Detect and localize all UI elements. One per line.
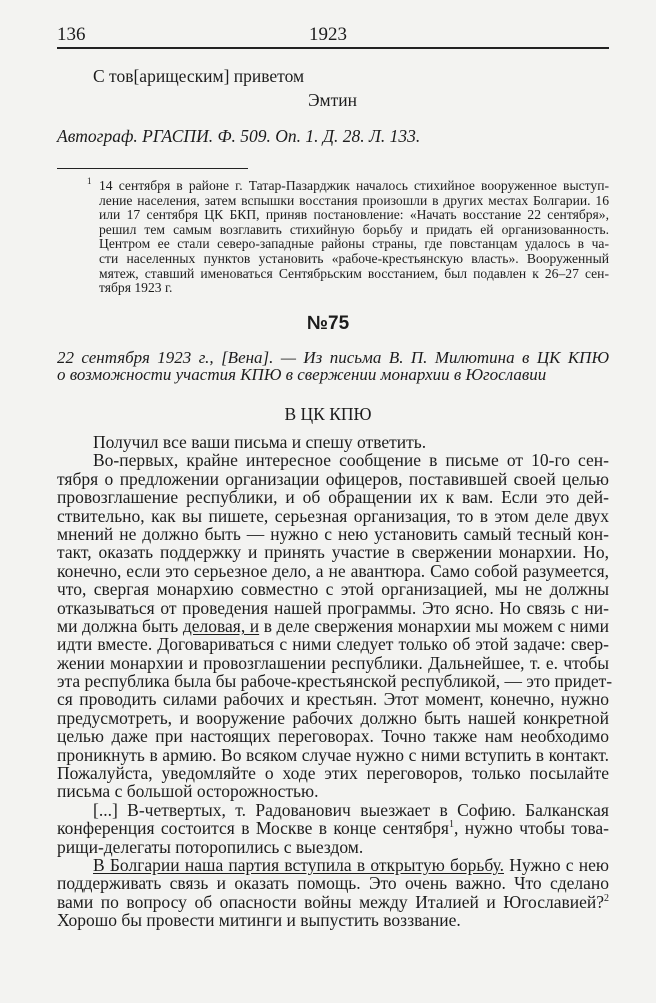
body-line: конечно, если это серьезное дело, а не авантюра. Само собой разумеется, [57,560,609,581]
footnote-line: решил тем самым возглавить стихийную борьбу и придать ей организованность. [99,221,609,237]
footnote-line: 14 сентября в районе г. Татар-Пазарджик началось стихийное вооруженное выступ- [99,178,609,193]
body-line: Во-первых, крайне интересное сообщение в письме от 10-го сен- [93,450,609,471]
footnote-line: ление населения, затем вспышки восстания произошли в других местах Болгарии. 16 [99,192,609,208]
body-line: поддерживать связь и оказать помощь. Это очень важно. Что сделано [57,873,609,894]
body-line: Получил все ваши письма и спешу ответить. [93,432,427,452]
body-line: письма с большой осторожностью. [57,781,319,802]
page-number: 136 [57,24,86,45]
body-line: тября о предложении организации офицеров, поставившей своей целью [57,468,609,489]
text: Нужно с нею [504,854,609,875]
closing: С тов[арищеским] приветом [93,66,305,86]
body-line: рищи-делегаты поторопились с выездом. [57,836,364,857]
footnote-rule [57,168,248,169]
body-line [57,893,609,911]
body-line: провозглашение республики, и об обращении их к вам. Если это дей- [57,487,609,508]
body-line: ствительно, как вы пишете, серьезная организация, то в этом деле двух [57,505,609,526]
text: , нужно чтобы това- [453,818,610,839]
document-heading [57,349,609,383]
body-line: такт, оказать поддержку и принять участие в свержении монархии. Но, [57,542,609,563]
document-number: №75 [306,313,350,334]
addressee: В ЦК КПЮ [284,404,372,424]
text: в деле свержения монархии мы можем с ними [259,615,609,636]
body-line [57,856,609,874]
footnote-ref: 2 [604,892,609,904]
text: вами по вопросу об опасности войны между Италией и Югославией? [57,891,604,912]
footnote [99,179,609,296]
underlined-text: деловая, и [182,615,260,636]
running-title: 1923 [309,24,347,45]
footnote-line: мятеж, ставший именоваться Сентябрьским восстанием, был подавлен к 26–27 сен- [99,265,609,281]
text: конференция состоится в Москве в конце сентября [57,818,449,839]
header-rule [57,47,609,49]
footnote-line: сти населенных пунктов установить «рабоче-крестьянскую власть». Вооруженный [99,250,609,266]
footnote-line: или 17 сентября ЦК БКП, приняв постановление: «Начать восстание 22 сентября», [99,207,609,223]
footnote-marker: 1 [87,176,92,186]
text: ми должна быть [57,615,183,636]
letter-body [57,432,613,931]
signature: Эмтин [308,90,358,110]
heading-line: о возможности участия КПЮ в свержении монархии в Югославии [57,365,547,384]
body-line: предусмотреть, и вооружение рабочих должно быть нашей конкретной [57,707,609,728]
source-citation: Автограф. РГАСПИ. Ф. 509. Оп. 1. Д. 28. Л. 133. [57,126,421,146]
body-line: отказываться от проведения нашей программы. Это ясно. Но связь с ни- [57,597,609,618]
body-line: что, свергая монархию совместно с этой организацией, мы не должны [57,579,609,600]
body-line: мнений не должно быть — нужно с нею установить самый тесный кон- [57,523,609,544]
body-line: жении монархии и провозглашении республики. Дальнейшее, т. е. чтобы [57,652,609,673]
underlined-text: В Болгарии наша партия вступила в открытую борьбу. [93,854,504,875]
body-line: идти вместе. Договариваться с ними следует только об этой задаче: свер- [57,634,609,655]
footnote-line: тября 1923 г. [99,280,173,296]
body-line: Пожалуйста, уведомляйте о ходе этих переговоров, только посылайте [57,763,609,784]
heading-line: 22 сентября 1923 г., [Вена]. — Из письма В. П. Милютина в ЦК КПЮ [57,348,609,367]
footnote-ref: 1 [448,819,454,831]
body-line: Хорошо бы провести митинги и выпустить воззвание. [57,910,461,931]
body-line: ся проводить силами рабочих и крестьян. Этот момент, конечно, нужно [57,689,609,710]
body-line: проникнуть в армию. Во всяком случае нужно с ними вступить в контакт. [57,744,609,765]
body-line [57,819,609,837]
body-line [57,617,609,635]
body-line: эта республика была бы рабоче-крестьянской республикой, — это придет- [57,671,613,692]
body-line: [...] В-четвертых, т. Радованович выезжает в Софию. Балканская [93,799,609,820]
body-line: целью даже при настоящих переговорах. Точно также нам необходимо [57,726,609,747]
footnote-line: Центром ее стали северо-западные районы страны, где повстанцам удалось в ча- [99,236,609,252]
